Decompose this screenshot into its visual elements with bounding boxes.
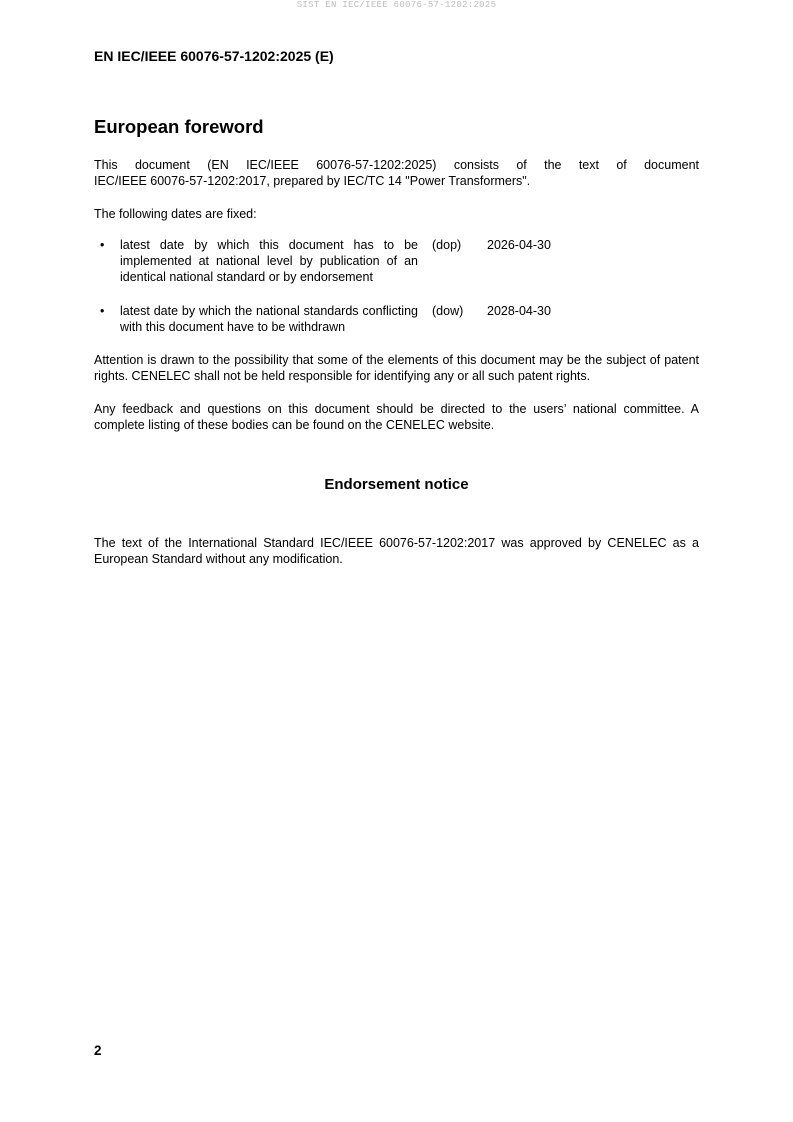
date-code: (dop) xyxy=(432,238,462,252)
foreword-intro-line-2: IEC/IEEE 60076-57-1202:2017, prepared by IEC/TC 14 "Power Transformers". xyxy=(94,174,531,188)
watermark: SIST EN IEC/IEEE 60076-57-1202:2025 xyxy=(296,0,497,10)
bullet-icon: • xyxy=(100,304,105,318)
page-number: 2 xyxy=(94,1043,102,1058)
date-description: latest date by which this document has to be implemented at national level by publication of an identical national standard or by endorsement xyxy=(120,238,418,284)
endorsement-title: Endorsement notice xyxy=(324,476,469,493)
foreword-title: European foreword xyxy=(94,116,264,137)
date-value: 2028-04-30 xyxy=(487,304,551,318)
date-description: latest date by which the national standards conflicting with this document have to be withdrawn xyxy=(120,304,418,334)
date-value: 2026-04-30 xyxy=(487,238,551,252)
date-code: (dow) xyxy=(432,304,464,318)
foreword-intro-line-1: This document (EN IEC/IEEE 60076-57-1202:2025) consists of the text of document xyxy=(94,158,699,172)
endorsement-text: The text of the International Standard IEC/IEEE 60076-57-1202:2017 was approved by CENELEC as a European Standard without any modification. xyxy=(94,536,699,566)
feedback-notice: Any feedback and questions on this document should be directed to the users’ national committee. A complete listing of these bodies can be found on the CENELEC website. xyxy=(94,402,699,432)
bullet-icon: • xyxy=(100,238,105,252)
dates-intro: The following dates are fixed: xyxy=(94,207,257,221)
patent-notice: Attention is drawn to the possibility that some of the elements of this document may be the subject of patent rights. CENELEC shall not be held responsible for identifying any or all such patent rights. xyxy=(94,353,699,383)
document-id-header: EN IEC/IEEE 60076-57-1202:2025 (E) xyxy=(94,48,334,64)
foreword-intro-paragraph xyxy=(94,157,699,189)
